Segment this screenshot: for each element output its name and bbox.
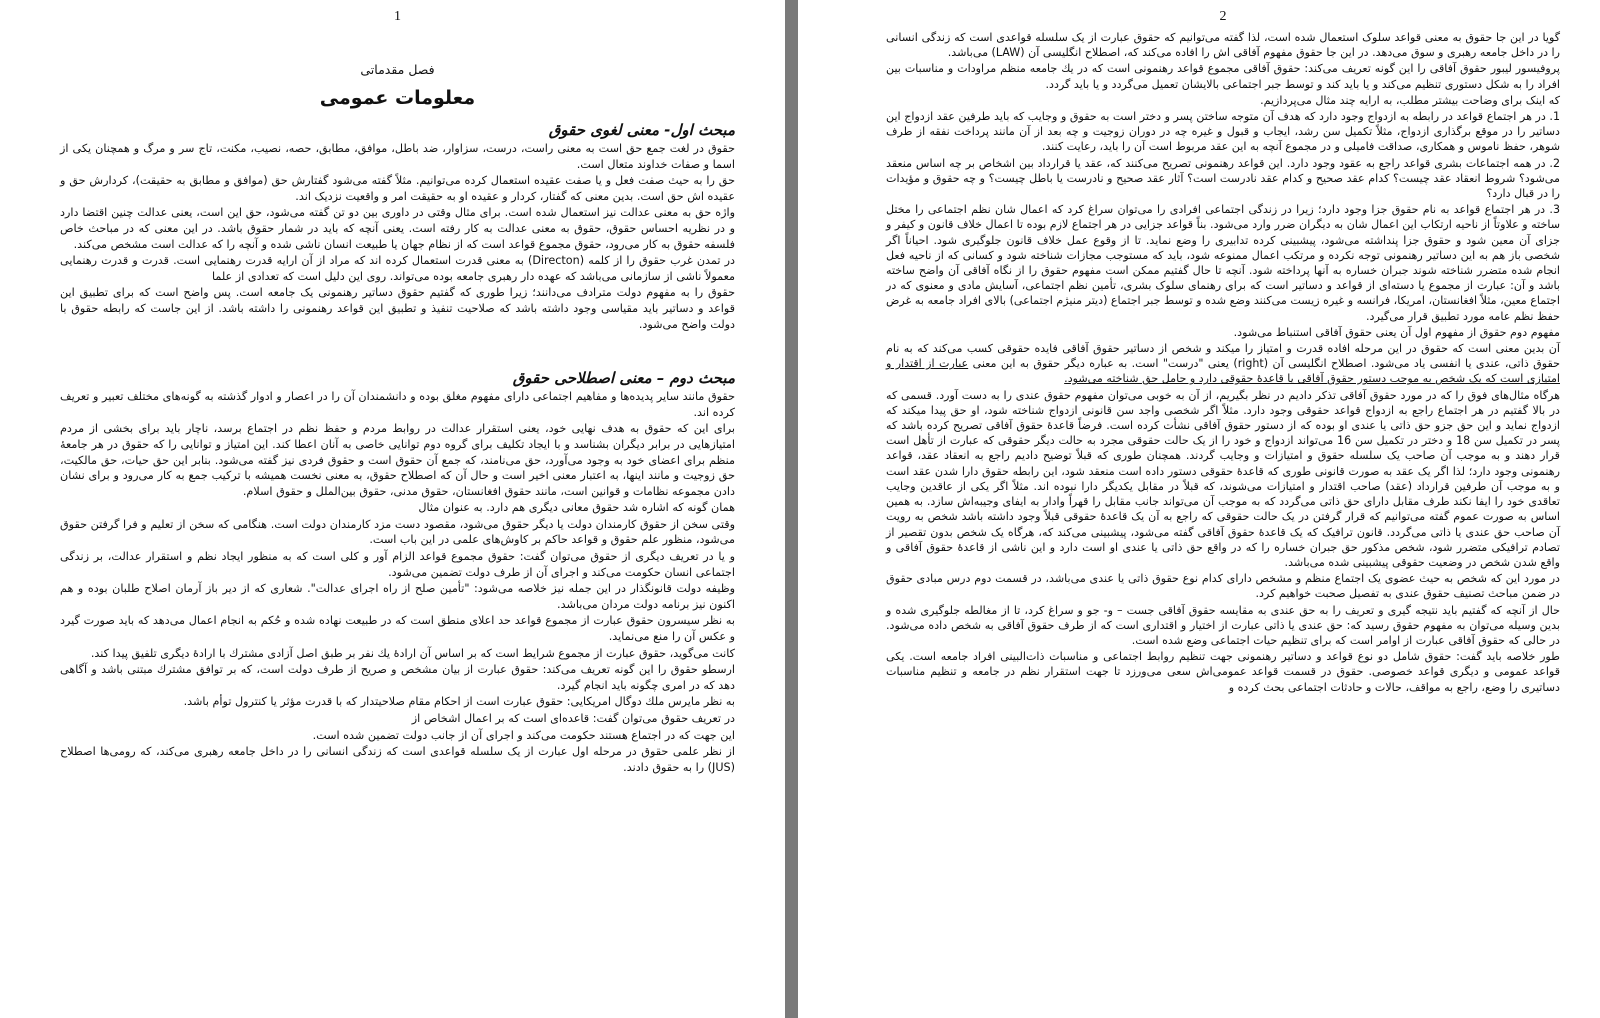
page-divider xyxy=(785,0,798,1018)
paragraph: طور خلاصه باید گفت: حقوق شامل دو نوع قواعد و دساتیر رهنمونی جهت تنظیم روابط اجتماعی و مناسبات ذات‌البینی افراد جامعه است. یکی قواعد عمومی و دیگری قواعد خصوصی. حقوق در قسمت قواعد عمومی‌اش سعی می‌ورزد تا جهت استقرار نظم در جامعه و تنظیم مناسبات دساتیری را وضع، راجع به مواقف، حالات و حادثات اجتماعی بحث کرده و xyxy=(886,650,1560,694)
paragraph: برای این که حقوق به هدف نهایی خود، یعنی استقرار عدالت در روابط مردم و حفظ نظم در اجتماع برسد، ناچار باید برای بخشی از مردم امتیازهایی در برابر دیگران بشناسد و با ایجاد تکلیف برای گروه دوم توانایی خاصی به آنان اعطا کند. این امتیاز و توانایی را که حقوق در هر جامعهٔ منظم برای اعضای خود به وجود می‌آورد، حق می‌نامند، که جمع آن حقوق است و حقوق فردی نیز گفته می‌شود. بنابر این حق حیات، حق مالکیت، حق زوجیت و مانند اینها، به اعتبار معنی اخیر است و حال آن که اصطلاح حقوق، به معنی نخست همیشه با ترکیب جمع به کار می‌رود و برای نشان دادن مجموعه نظامات و قوانین است، مانند حقوق افغانستان، حقوق مدنی، حقوق بین‌الملل و حقوق اسلام. xyxy=(60,422,735,498)
paragraph: حق را به حیث صفت فعل و یا صفت عقیده استعمال کرده می‌توانیم. مثلاً گفته می‌شود گفتارش حق (موافق و مطابق به حقیقت)، کردارش حق و عقیده اش حق است. بدین معنی که گفتار، کردار و عقیده او به حقیقت امر و واقعیت نزدیک اند. xyxy=(60,174,735,203)
paragraph: پروفیسور لیبور حقوق آفاقی را این گونه تعریف می‌کند: حقوق آفاقی مجموع قواعد رهنمونی است که در یك جامعه منظم مراودات و مناسبات بین افراد را به شکل دستوری تنظیم می‌کند و یا باید کند و توسط جبر اجتماعی بالایشان تعمیل می‌گردد و یا باید گردد. xyxy=(886,62,1560,91)
paragraph: حقوق مانند سایر پدیده‌ها و مفاهیم اجتماعی دارای مفهوم مغلق بوده و دانشمندان آن را در اعصار و ادوار گذشته به گونه‌های مختلف تعبیر و تعریف کرده اند. xyxy=(60,390,735,419)
underlined-definition: عبارت از اقتدار و امتیازی است که یک شخص به موجب دستور حقوق آفاقی یا قاعدهٔ حقوقی دارد و حامل حق شناخته می‌شود. xyxy=(886,357,1560,386)
paragraph: 2. در همه اجتماعات بشری قواعد راجع به عقود وجود دارد. این قواعد رهنمونی تصریح می‌کنند که، عقد یا قرارداد بین اشخاص بر چه اساس منعقد می‌شود؟ شروط انعقاد عقد چیست؟ کدام عقد صحیح و کدام عقد نادرست است؟ آثار عقد صحیح و نادرست یا باطل چیست؟ و چه حقوق و مؤیدات را در قبال دارد؟ xyxy=(886,156,1560,201)
paragraph-text: آن بدین معنی است که حقوق در این مرحله افاده قدرت و امتیاز را میکند و شخص از دساتیر حقوق آفاقی فایده حقوقی کسب می‌کند که به نام حقوق ذاتی، عندی یا انفسی یاد می‌شود. اصطلاح انگلیسی آن (right) یعنی "درست" است. به عباره دیگر حقوق به این معنی xyxy=(886,342,1560,371)
paragraph: حقوق را به مفهوم دولت مترادف می‌دانند؛ زیرا طوری که گفتیم حقوق دساتیر رهنمونی یک جامعه است. پس واضح است که برای تطبیق این قواعد و دساتیر باید مقیاسی وجود داشته باشد که صلاحیت تنفیذ و تطبیق این قواعد رهنمونی را داشته باشد. از این جاست که رابطه حقوق با دولت واضح می‌شود. xyxy=(60,286,735,331)
section-gap xyxy=(60,333,735,361)
paragraph: که اینک برای وضاحت بیشتر مطلب، به ارایه چند مثال می‌پردازیم. xyxy=(1260,93,1560,107)
paragraph: گویا در این جا حقوق به معنی قواعد سلوک استعمال شده است، لذا گفته می‌توانیم که حقوق عبارت از یک سلسله قواعدی است که زندگی انسانی را در داخل جامعه رهبری و سوق می‌دهد. در این جا حقوق مفهوم آفاقی اش را افاده می‌کند که، اصطلاح انگلیسی آن (LAW) می‌باشد. xyxy=(886,31,1560,60)
paragraph: 1. در هر اجتماع قواعد در رابطه به ازدواج وجود دارد که هدف آن متوجه ساختن پسر و دختر است به حقوق و وجایب که باید طرفین عقد ازدواج این دساتیر را در موقع برگذاری ازدواج، مثلاً تکمیل سن رشد، ایجاب و قبول و غیره چه در دوران زوجیت و چه بعد از آن مانند پرداخت نفقه از طرف شوهر، حفظ ناموس و همکاری، صداقت فامیلی و در مجموع آنچه به این عقد مربوط است آن را باید، رعایت کنند. xyxy=(886,110,1560,154)
paragraph: همان گونه که اشاره شد حقوق معانی دیگری هم دارد. به عنوان مثال xyxy=(418,501,735,515)
paragraph: در تعریف حقوق می‌توان گفت: قاعده‌ای است که بر اعمال اشخاص از xyxy=(411,712,735,725)
paragraph: به نظر مایرس ملك دوگال امریکایی: حقوق عبارت است از احکام مقام صلاحیتدار که با قدرت مؤثر یا کنترول توأم باشد. xyxy=(183,695,735,709)
paragraph-with-definition xyxy=(886,341,1560,387)
chapter-label: فصل مقدماتی xyxy=(360,62,435,77)
paragraph: و یا در تعریف دیگری از حقوق می‌توان گفت: حقوق مجموع قواعد الزام آور و کلی است که به منظور ایجاد نظم و استقرار عدالت، بر زندگی اجتماعی انسان حکومت می‌کند و اجرای آن از طرف دولت تضمین می‌شود. xyxy=(60,550,735,579)
paragraph: در مورد این که شخص به حیث عضوی یک اجتماع منظم و مشخص دارای کدام نوع حقوق ذاتی یا عندی می‌باشد، در قسمت دوم درس مبادی حقوق در ضمن مباحث تصنیف حقوق عندی به تفصیل صحبت خواهیم کرد. xyxy=(886,572,1560,601)
paragraph: به نظر سیسرون حقوق عبارت از مجموع قواعد حد اعلای منطق است که در طبیعت نهاده شده و حُکم به انجام اعمال می‌دهد که باید صورت گیرد و عکس آن را منع می‌نماید. xyxy=(60,614,735,644)
paragraph: هرگاه مثال‌های فوق را که در مورد حقوق آفاقی تذکر دادیم در نظر بگیریم، از آن به خوبی می‌توان مفهوم حقوق عندی را به دست آورد. قسمی که در بالا گفتیم در هر اجتماع راجع به ازدواج قواعد حقوقی وجود دارد. مثلاً اگر شخصی واجد سن قانونی ازدواج شناخته شود، او حق پیدا میکند که ازدواج نماید و این حق جزو حق ذاتی یا عندی او بوده که از دستور حقوق آفاقی نشأت کرده است. فرضاً قاعدهٔ حقوق آفاقی تصریح کرده باشد که پسر در تکمیل سن 18 و دختر در تکمیل سن 16 می‌تواند ازدواج و خود را از یک حالت حقوقی مجرد به حالت دیگر حقوقی که عبارت از تأهل است قرار دهند و به موجب آن صاحب یک سلسله حقوق و امتیازات و وجایب گردند. همچنان طوری که قبلاً توضیح دادیم راجع به انعقاد عقد، قواعد رهنمونی وجود دارد؛ لذا اگر یک عقد به صورت قانونی طوری که قاعدهٔ حقوقی دستور داده است منعقد شود، این رابطه حقوق دارا شدن عقد است و به موجب آن طرفین قرارداد (عقد) صاحب اقتدار و امتیازات می‌شوند، که قبلاً در مقابل یکدیگر دارا نبوده اند. مثلاً اگر یکی از عاقدین وجایب تعاقدی خود را ایفا نکند طرف مقابل دارای حق ذاتی می‌گردد که به موجب آن می‌تواند جانب مقابل را قهراً وادار به ایفای وجیبه‌اش سازد. به همین اساس به صورت عموم گفته می‌توانیم که قرار گرفتن در یک حالت حقوقی که راجع به آن یک قاعدهٔ حقوقی قبلاً وجود داشته باشد شخص به رویت آن صاحب حق عندی یا ذاتی می‌گردد. قانون ترافیک که یک قاعدهٔ حقوق آفاقی گفته می‌شود، پیشبینی می‌کند که، هرگاه یک شخص بدون تقصیر از تصادم ترافیکی متضرر شود، شخص مذکور حق جبران خساره را که در واقع حق ذاتی یا عندی او است دارد و این ناشی از قاعدهٔ حقوق آفاقی و واقع شدن شخص در وضعیت حقوقی پیشبینی شده می‌باشد. xyxy=(886,388,1560,569)
paragraph: وظیفه دولت قانونگذار در این جمله نیز خلاصه می‌شود: "تأمین صلح از راه اجرای عدالت". شعاری که از دیر باز آرمان اصلاح طلبان بوده و هم اکنون نیز برنامه دولت مردان می‌باشد. xyxy=(60,582,735,611)
paragraph: در تمدن غرب حقوق را از کلمه (Directon) به معنی قدرت استعمال کرده اند که مراد از آن ارایه قدرت رهنمایی است. قدرت و قدرت رهنمایی معمولاً ناشی از سازمانی می‌باشد که عهده دار رهبری جامعه بوده می‌تواند. روی این دلیل است که تعدادی از علما xyxy=(60,254,736,283)
paragraph: حال از آنچه که گفتیم باید نتیجه گیری و تعریف را به حق عندی به مقایسه حقوق آفاقی جست – و- جو و سراغ کرد، تا از مغالطه جلوگیری شده و بدین وسیله می‌توان به مفهوم حقوق رسید که: حق عندی یا ذاتی عبارت از اختیار و اقتداری است که از طرف حقوق آفاقی به شخص داده می‌شود. در حالی که حقوق آفاقی عبارت از اوامر است که برای تنظیم حیات اجتماعی وضع شده است. xyxy=(886,603,1560,647)
page-number: 2 xyxy=(1219,9,1227,24)
paragraph: وقتی سخن از حقوق کارمندان دولت یا دیگر حقوق می‌شود، مقصود دست مزد کارمندان دولت است. هنگامی که سخن از تعلیم و فرا گرفتن حقوق می‌شود، منظور علم حقوق و قواعد حاکم بر کاوش‌های علمی در این باب است. xyxy=(60,517,735,547)
paragraph: ارسطو حقوق را این گونه تعریف می‌کند: حقوق عبارت از بیان مشخص و صریح از طرف دولت است، که بر توافق مشترك مبتنی باشد و آگاهی دهد که در امری چگونه باید انجام گیرد. xyxy=(60,663,735,692)
page-title: معلومات عمومی xyxy=(319,87,476,109)
section-heading: مبحث دوم – معنی اصطلاحی حقوق xyxy=(512,369,735,388)
paragraph: حقوق در لغت جمع حق است به معنی راست، درست، سزاوار، ضد باطل، موافق، مطابق، حصه، نصیب، مکنت، تاج سر و مرگ و همچنان یکی از اسما و صفات خداوند متعال است. xyxy=(60,142,735,171)
section-heading: مبحث اول- معنی لغوی حقوق xyxy=(548,121,735,139)
paragraph: کانت می‌گوید، حقوق عبارت از مجموع شرایط است که بر اساس آن ارادهٔ یك نفر بر طبق اصل آزادی مشترك با ارادهٔ دیگری تلفیق پیدا کند. xyxy=(90,646,735,660)
paragraph: واژه حق به معنی عدالت نیز استعمال شده است. برای مثال وقتی در داوری بین دو تن گفته می‌شود، حق این است، یعنی عدالت چنین اقتضا دارد و در نظریه احساس حقوق، حقوق به معنی عدالت به کار رفته است. یعنی آنچه که باید در شمار حقوق باشد. در این معنی که در مباحث خاص فلسفه حقوق به کار می‌رود، حقوق مجموع قواعد است که از نظام جهان یا طبیعت انسان ناشی شده و آنچه را که عدالت است مشخص می‌کند. xyxy=(60,206,735,251)
page-1 xyxy=(0,0,785,1018)
paragraph: از نظر علمی حقوق در مرحله اول عبارت از یک سلسله قواعدی است که زندگی انسانی را در داخل جامعه رهبری می‌کند، که رومی‌ها اصطلاح (JUS) را به حقوق دادند. xyxy=(60,745,735,774)
paragraph: این جهت که در اجتماع هستند حکومت می‌کند و اجرای آن از جانب دولت تضمین شده است. xyxy=(312,728,735,742)
page-2 xyxy=(798,0,1600,1018)
paragraph: مفهوم دوم حقوق از مفهوم اول آن یعنی حقوق آفاقی استنباط می‌شود. xyxy=(1233,325,1560,339)
paragraph: 3. در هر اجتماع قواعد به نام حقوق جزا وجود دارد؛ زیرا در زندگی اجتماعی افرادی را می‌توان سراغ کرد که اعمال شان نظم اجتماعی را مختل ساخته و علاوتاً از ناحیه ارتکاب این اعمال شان به دیگران ضرر وارد می‌شود. بناً قواعد جزایی در هر اجتماع لازم بوده تا اعمال خلاف قانون و کیفر و جزای آن معین شود و حقوق جزا پنداشته می‌شود، پیشبینی کرده تدابیری را وضع نماید. تا از وقوع عمل خلاف قانون جلوگیری شود. احیاناً اگر شخصی باز هم به این دساتیر رهنمونی توجه نکرده و مرتکب اعمال ممنوعه شود، باید که مستوجب مجازات شناخته شود و کسانی که از ناحیه فعل انجام شده متضرر شناخته شوند جبران خساره به آنها پرداخته شود. آنچه تا حال گفتیم ممکن است مفهوم حقوق را از نگاه آفاقی آن واضح ساخته باشد و آن: عبارت از مجموع یا دسته‌ای از قواعد و دساتیر است که برای رهنمای سلوک بشری، تأمین نظم اجتماعی، آسایش مادی و معنوی که در اجتماع معین، مثلاً افغانستان، امریکا، فرانسه و غیره زیست می‌کنند وضع شده و توسط جبر اجتماع (دیتر منیژم اجتماعی) بالای افراد جامعه به غرض حفظ نظم عامه مورد تطبیق قرار می‌گیرد. xyxy=(886,203,1560,323)
page-number: 1 xyxy=(394,9,401,24)
